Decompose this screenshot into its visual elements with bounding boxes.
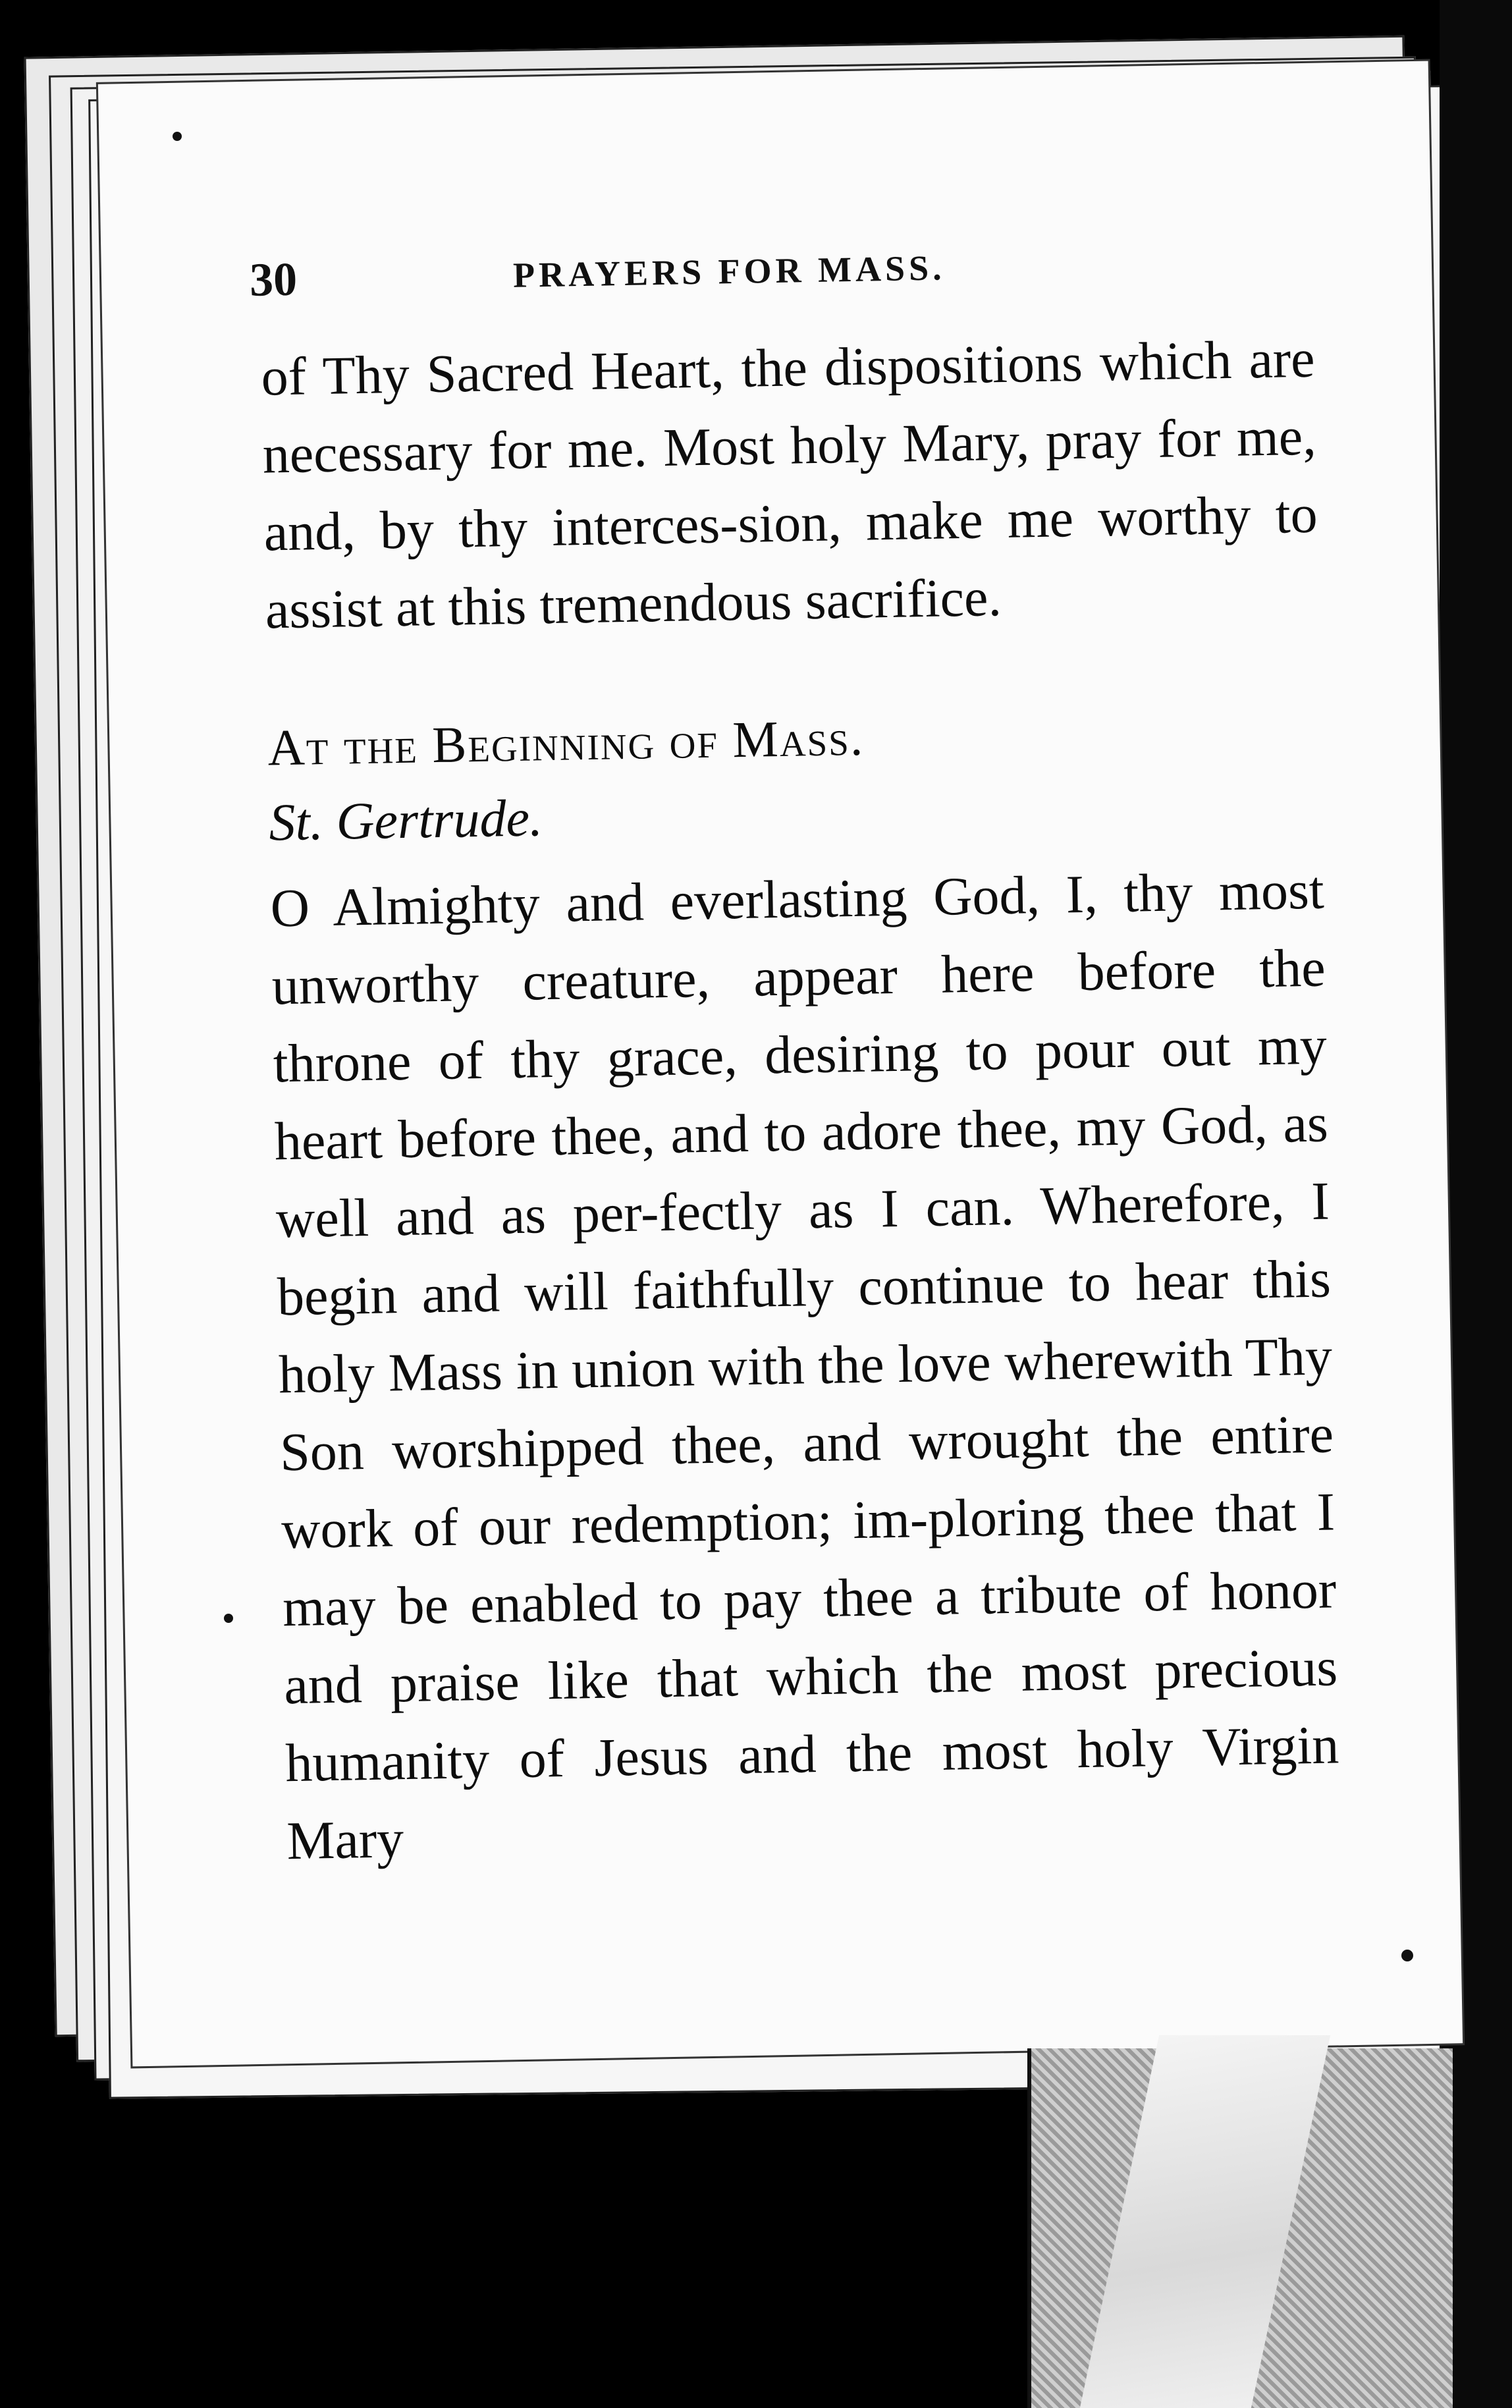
attribution: St. Gertrude. <box>268 789 543 852</box>
page-header <box>249 234 1304 332</box>
background-band <box>1440 0 1512 2408</box>
page-number: 30 <box>249 252 298 306</box>
dust-speck <box>173 132 182 141</box>
page-body <box>261 320 1341 1880</box>
book-page <box>98 61 1463 2067</box>
running-head: PRAYERS FOR MASS. <box>512 248 946 295</box>
dust-speck <box>224 1614 233 1623</box>
continuation-paragraph: of Thy Sacred Heart, the dispositions which are necessary for me. Most holy Mary, pray for me, and, by thy interces-sion, make me worthy to assist at this tremendous sacrifice. <box>260 328 1318 640</box>
section-heading: At the Beginning of Mass. <box>267 708 865 777</box>
prayer-paragraph: O Almighty and everlasting God, I, thy most unworthy creature, appear here before the throne of thy grace, desiring to pour out my heart before thee, and to adore thee, my God, as well and as per-fectly as I can. Wherefore, I begin and will faithfully continue to hear this holy Mass in union with the love wherewith Thy Son worshipped thee, and wrought the entire work of our redemption; im-ploring thee that I may be enabled to pay thee a tribute of honor and praise like that which the most precious humanity of Jesus and the most holy Virgin Mary <box>269 860 1339 1871</box>
dust-speck <box>1401 1950 1413 1961</box>
